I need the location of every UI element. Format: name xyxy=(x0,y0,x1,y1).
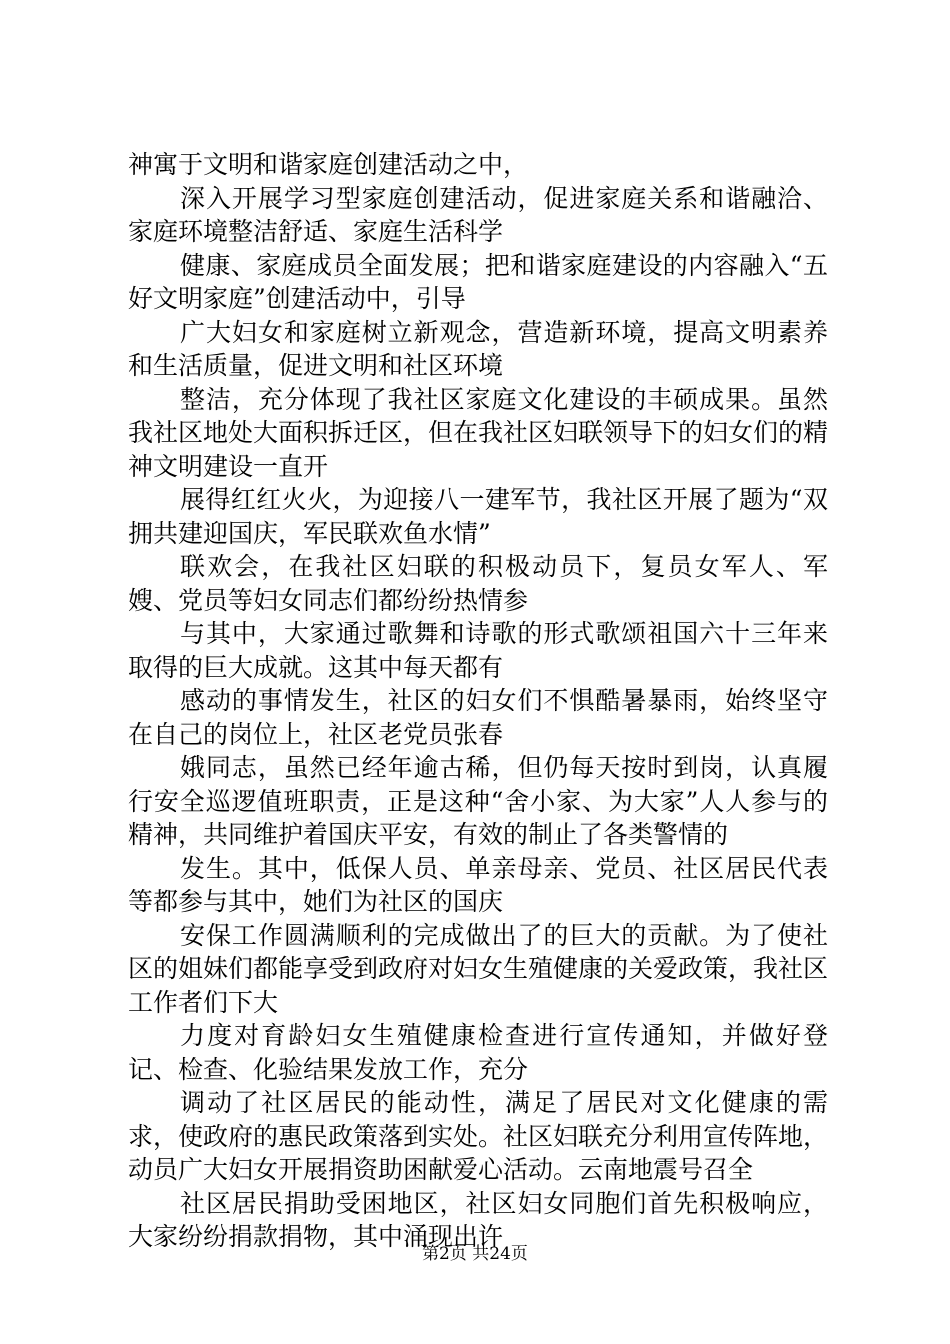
paragraph-6: 展得红红火火，为迎接八一建军节，我社区开展了题为“双拥共建迎国庆，军民联欢鱼水情” xyxy=(128,485,828,548)
page-number-label: 第2页 共24页 xyxy=(422,1244,528,1264)
paragraph-5: 整洁，充分体现了我社区家庭文化建设的丰硕成果。虽然我社区地处大面积拆迁区，但在我社区妇联领导下的妇女们的精神文明建设一直开 xyxy=(128,384,829,481)
page-footer xyxy=(0,1243,950,1265)
paragraph-2: 深入开展学习型家庭创建活动，促进家庭关系和谐融洽、家庭环境整洁舒适、家庭生活科学 xyxy=(128,183,828,246)
paragraph-4: 广大妇女和家庭树立新观念，营造新环境，提高文明素养和生活质量，促进文明和社区环境 xyxy=(128,317,828,380)
paragraph-8: 与其中，大家通过歌舞和诗歌的形式歌颂祖国六十三年来取得的巨大成就。这其中每天都有 xyxy=(128,619,828,682)
paragraph-14: 调动了社区居民的能动性，满足了居民对文化健康的需求，使政府的惠民政策落到实处。社区妇联充分利用宣传阵地，动员广大妇女开展捐资助困献爱心活动。云南地震号召全 xyxy=(128,1088,829,1184)
paragraph-1: 神寓于文明和谐家庭创建活动之中， xyxy=(128,150,529,179)
paragraph-9: 感动的事情发生，社区的妇女们不惧酷暑暴雨，始终坚守在自己的岗位上，社区老党员张春 xyxy=(128,686,828,749)
paragraph-10: 娥同志，虽然已经年逾古稀，但仍每天按时到岗，认真履行安全巡逻值班职责，正是这种“舍小家、为大家”人人参与的精神，共同维护着国庆平安，有效的制止了各类警情的 xyxy=(128,753,828,849)
paragraph-3: 健康、家庭成员全面发展；把和谐家庭建设的内容融入“五好文明家庭”创建活动中，引导 xyxy=(128,250,828,313)
paragraph-15: 社区居民捐助受困地区，社区妇女同胞们首先积极响应，大家纷纷捐款捐物，其中涌现出许 xyxy=(128,1188,828,1251)
paragraph-7: 联欢会，在我社区妇联的积极动员下，复员女军人、军嫂、党员等妇女同志们都纷纷热情参 xyxy=(128,552,828,615)
document-body xyxy=(128,148,828,1254)
paragraph-13: 力度对育龄妇女生殖健康检查进行宣传通知，并做好登记、检查、化验结果发放工作，充分 xyxy=(128,1021,828,1084)
paragraph-11: 发生。其中，低保人员、单亲母亲、党员、社区居民代表等都参与其中，她们为社区的国庆 xyxy=(128,853,828,916)
paragraph-12: 安保工作圆满顺利的完成做出了的巨大的贡献。为了使社区的姐妹们都能享受到政府对妇女生殖健康的关爱政策，我社区工作者们下大 xyxy=(128,920,829,1017)
